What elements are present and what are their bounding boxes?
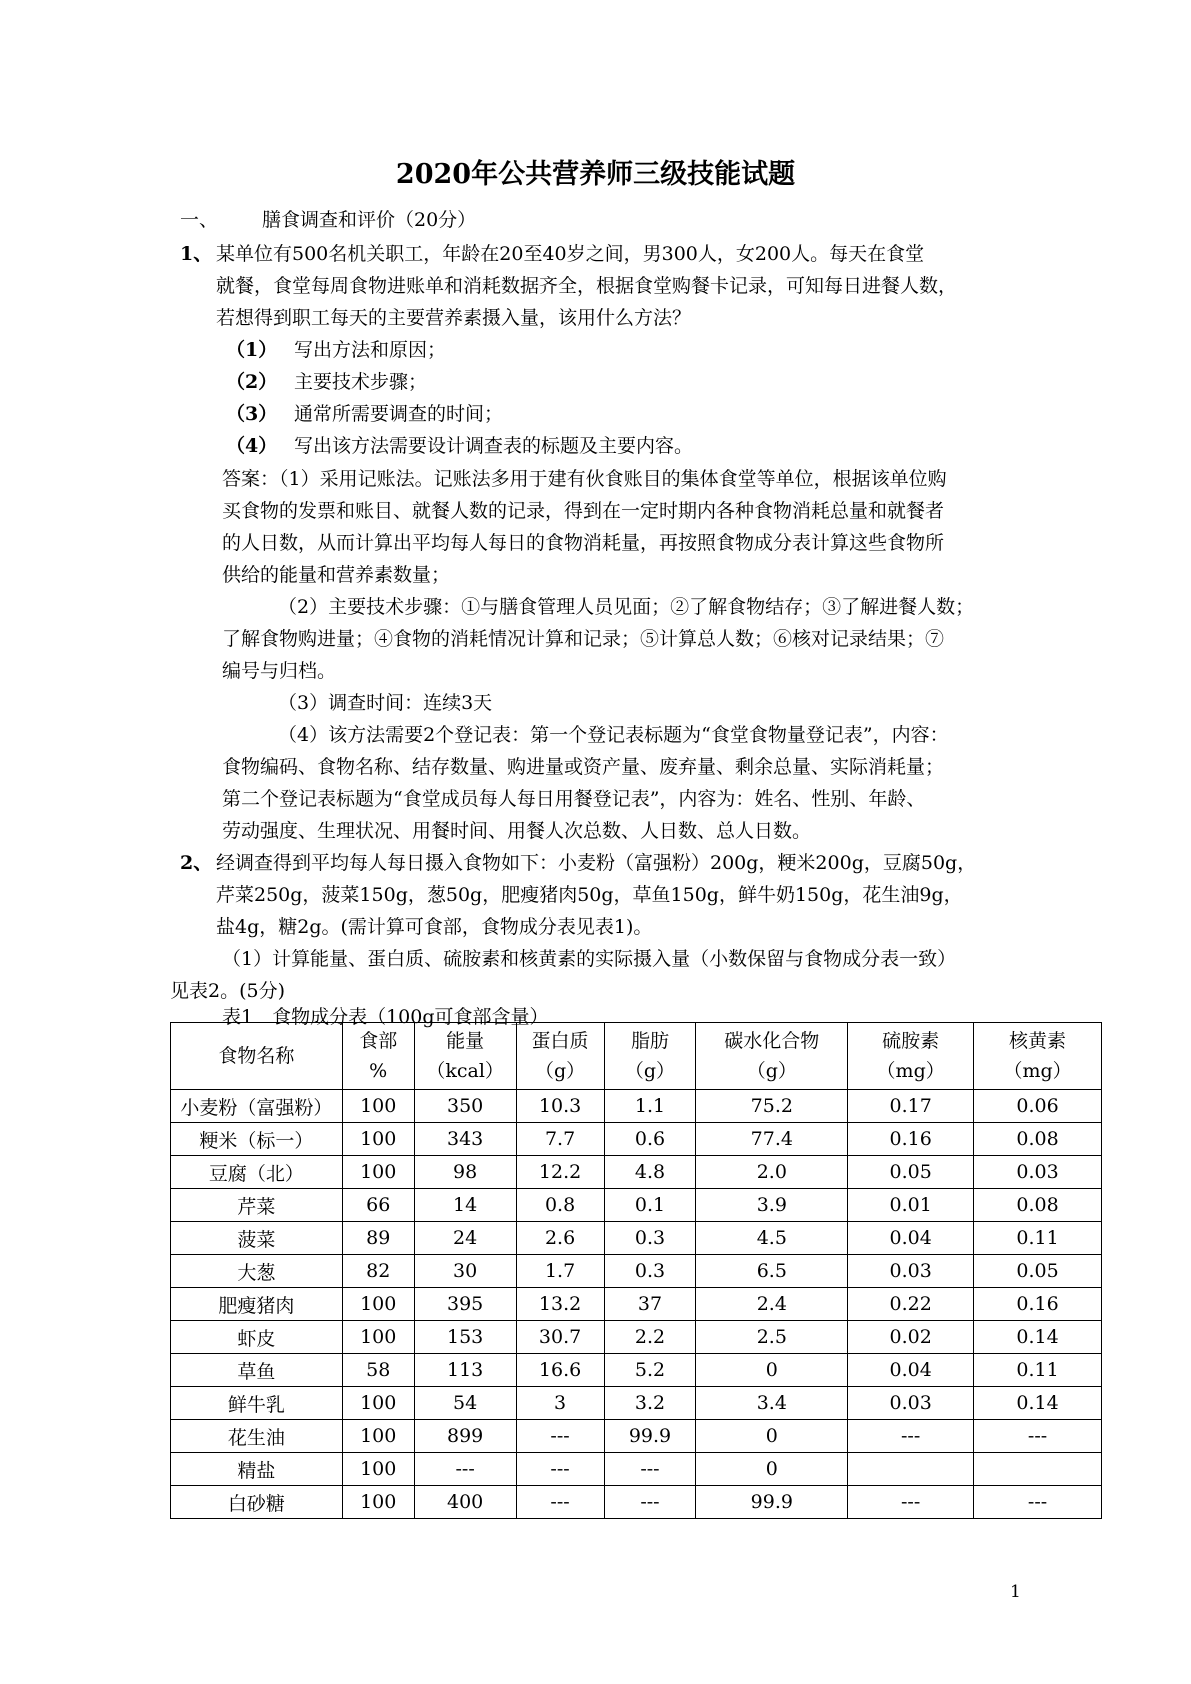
table-header-cell xyxy=(171,1023,343,1090)
table-cell: --- xyxy=(516,1453,604,1486)
table-header-line: 碳水化合物 xyxy=(724,1030,820,1052)
table-cell: --- xyxy=(848,1420,974,1453)
table-row xyxy=(171,1123,1102,1156)
table-header-row xyxy=(171,1023,1102,1090)
table-cell: 0.02 xyxy=(848,1321,974,1354)
table-caption: 表1 食物成分表（100g可食部含量） xyxy=(222,1006,549,1028)
section-number: 一、 xyxy=(180,209,219,231)
question-1-line: 某单位有500名机关职工，年龄在20至40岁之间，男300人，女200人。每天在食堂 xyxy=(216,243,925,265)
table-header-line: 食部 xyxy=(359,1030,398,1052)
table-header-unit: （mg） xyxy=(876,1060,945,1082)
table-row xyxy=(171,1453,1102,1486)
answer-line: 供给的能量和营养素数量； xyxy=(222,564,451,586)
section-heading: 膳食调查和评价（20分） xyxy=(262,209,477,231)
table-row xyxy=(171,1486,1102,1519)
food-name-cell: 白砂糖 xyxy=(171,1486,343,1519)
table-cell: 0.17 xyxy=(848,1090,974,1123)
table-cell: 100 xyxy=(342,1090,414,1123)
table-cell: 395 xyxy=(414,1288,516,1321)
sub-item-text: 通常所需要调查的时间； xyxy=(294,403,504,425)
table-cell: 12.2 xyxy=(516,1156,604,1189)
table-cell: 0.03 xyxy=(848,1387,974,1420)
table-cell: 0.03 xyxy=(974,1156,1102,1189)
table-header-unit: （mg） xyxy=(1003,1060,1072,1082)
table-row xyxy=(171,1255,1102,1288)
answer-line: 买食物的发票和账目、就餐人数的记录，得到在一定时期内各种食物消耗总量和就餐者 xyxy=(222,500,945,522)
table-cell xyxy=(848,1453,974,1486)
table-cell: 5.2 xyxy=(604,1354,696,1387)
sub-item-number: （4） xyxy=(226,435,278,457)
table-row xyxy=(171,1321,1102,1354)
answer-line: 的人日数，从而计算出平均每人每日的食物消耗量，再按照食物成分表计算这些食物所 xyxy=(222,532,945,554)
question-2-line: 经调查得到平均每人每日摄入食物如下：小麦粉（富强粉）200g，粳米200g，豆腐50g， xyxy=(216,852,977,874)
table-cell: 0.8 xyxy=(516,1189,604,1222)
table-cell: 4.8 xyxy=(604,1156,696,1189)
table-cell: 10.3 xyxy=(516,1090,604,1123)
table-cell: 30.7 xyxy=(516,1321,604,1354)
table-cell: 2.5 xyxy=(696,1321,848,1354)
food-name-cell: 菠菜 xyxy=(171,1222,343,1255)
question-2-subline: 见表2。(5分) xyxy=(170,980,286,1002)
table-cell: 0.08 xyxy=(974,1189,1102,1222)
food-name-cell: 虾皮 xyxy=(171,1321,343,1354)
food-name-cell: 芹菜 xyxy=(171,1189,343,1222)
table-header-unit: （kcal） xyxy=(426,1060,504,1082)
table-header-cell xyxy=(516,1023,604,1090)
food-name-cell: 花生油 xyxy=(171,1420,343,1453)
table-cell: 100 xyxy=(342,1420,414,1453)
question-2-subline: （1）计算能量、蛋白质、硫胺素和核黄素的实际摄入量（小数保留与食物成分表一致） xyxy=(222,948,957,970)
table-cell: 3.2 xyxy=(604,1387,696,1420)
table-cell: 1.1 xyxy=(604,1090,696,1123)
table-cell: 99.9 xyxy=(604,1420,696,1453)
table-header-line: 核黄素 xyxy=(1009,1030,1067,1052)
table-cell: 2.4 xyxy=(696,1288,848,1321)
sub-item-text: 写出该方法需要设计调查表的标题及主要内容。 xyxy=(294,435,694,457)
table-header-cell xyxy=(974,1023,1102,1090)
table-cell: 14 xyxy=(414,1189,516,1222)
answer-line: 劳动强度、生理状况、用餐时间、用餐人次总数、人日数、总人日数。 xyxy=(222,820,812,842)
table-cell: 0.04 xyxy=(848,1222,974,1255)
table-cell: 0.11 xyxy=(974,1354,1102,1387)
table-cell: 0.04 xyxy=(848,1354,974,1387)
table-cell: 100 xyxy=(342,1288,414,1321)
table-cell: --- xyxy=(516,1420,604,1453)
sub-item-text: 写出方法和原因； xyxy=(294,339,447,361)
answer-line: （4）该方法需要2个登记表：第一个登记表标题为“食堂食物量登记表”，内容： xyxy=(278,724,949,746)
table-cell: 3.9 xyxy=(696,1189,848,1222)
table-cell: 0 xyxy=(696,1354,848,1387)
table-cell: 75.2 xyxy=(696,1090,848,1123)
question-1-number: 1、 xyxy=(180,243,213,265)
food-composition-table xyxy=(170,1022,1102,1519)
table-cell: --- xyxy=(604,1453,696,1486)
table-cell: 400 xyxy=(414,1486,516,1519)
table-cell: 899 xyxy=(414,1420,516,1453)
table-cell: 350 xyxy=(414,1090,516,1123)
question-1-line: 若想得到职工每天的主要营养素摄入量，该用什么方法？ xyxy=(216,307,692,329)
table-header-line: 脂肪 xyxy=(630,1030,669,1052)
table-cell: --- xyxy=(848,1486,974,1519)
table-cell: 0.06 xyxy=(974,1090,1102,1123)
table-row xyxy=(171,1189,1102,1222)
table-cell: 3.4 xyxy=(696,1387,848,1420)
answer-line: （3）调查时间：连续3天 xyxy=(278,692,493,714)
table-cell: 0.11 xyxy=(974,1222,1102,1255)
answer-line: 食物编码、食物名称、结存数量、购进量或资产量、废弃量、剩余总量、实际消耗量； xyxy=(222,756,945,778)
table-cell: 66 xyxy=(342,1189,414,1222)
food-name-cell: 粳米（标一） xyxy=(171,1123,343,1156)
table-cell: 2.2 xyxy=(604,1321,696,1354)
table-header-unit: % xyxy=(369,1060,388,1082)
table-cell: 0.22 xyxy=(848,1288,974,1321)
sub-item-text: 主要技术步骤； xyxy=(294,371,428,393)
table-header-cell xyxy=(604,1023,696,1090)
table-cell: 7.7 xyxy=(516,1123,604,1156)
table-cell: 99.9 xyxy=(696,1486,848,1519)
question-2-line: 盐4g，糖2g。(需计算可食部，食物成分表见表1)。 xyxy=(216,916,653,938)
food-name-cell: 小麦粉（富强粉） xyxy=(171,1090,343,1123)
table-header-cell xyxy=(696,1023,848,1090)
table-cell: 98 xyxy=(414,1156,516,1189)
table-header-line: 食物名称 xyxy=(218,1045,295,1067)
table-cell: 0.01 xyxy=(848,1189,974,1222)
table-cell: 13.2 xyxy=(516,1288,604,1321)
table-cell: 77.4 xyxy=(696,1123,848,1156)
sub-item-number: （2） xyxy=(226,371,278,393)
food-name-cell: 豆腐（北） xyxy=(171,1156,343,1189)
table-row xyxy=(171,1156,1102,1189)
food-name-cell: 大葱 xyxy=(171,1255,343,1288)
table-cell: 54 xyxy=(414,1387,516,1420)
question-1-line: 就餐，食堂每周食物进账单和消耗数据齐全，根据食堂购餐卡记录，可知每日进餐人数， xyxy=(216,275,958,297)
food-name-cell: 精盐 xyxy=(171,1453,343,1486)
table-cell: 0.1 xyxy=(604,1189,696,1222)
table-header-cell xyxy=(414,1023,516,1090)
table-row xyxy=(171,1288,1102,1321)
table-cell: 100 xyxy=(342,1387,414,1420)
table-row xyxy=(171,1387,1102,1420)
table-cell: 113 xyxy=(414,1354,516,1387)
table-cell: 0.14 xyxy=(974,1321,1102,1354)
page-number: 1 xyxy=(1010,1582,1021,1602)
table-cell: 100 xyxy=(342,1486,414,1519)
food-name-cell: 草鱼 xyxy=(171,1354,343,1387)
table-cell: 1.7 xyxy=(516,1255,604,1288)
table-cell: 0.3 xyxy=(604,1222,696,1255)
table-cell: 6.5 xyxy=(696,1255,848,1288)
table-cell: --- xyxy=(604,1486,696,1519)
question-2-number: 2、 xyxy=(180,852,213,874)
table-header-cell xyxy=(342,1023,414,1090)
answer-line: 答案：（1）采用记账法。记账法多用于建有伙食账目的集体食堂等单位，根据该单位购 xyxy=(222,468,947,490)
table-cell: 16.6 xyxy=(516,1354,604,1387)
question-2-line: 芹菜250g，菠菜150g，葱50g，肥瘦猪肉50g，草鱼150g，鲜牛奶150g，花生油9g， xyxy=(216,884,963,906)
table-header-cell xyxy=(848,1023,974,1090)
table-cell: 4.5 xyxy=(696,1222,848,1255)
table-row xyxy=(171,1090,1102,1123)
sub-item-number: （3） xyxy=(226,403,278,425)
table-cell: 100 xyxy=(342,1156,414,1189)
table-cell: 0.16 xyxy=(848,1123,974,1156)
table-cell: 0.16 xyxy=(974,1288,1102,1321)
table-cell: 89 xyxy=(342,1222,414,1255)
table-cell: 0.08 xyxy=(974,1123,1102,1156)
table-cell: --- xyxy=(974,1486,1102,1519)
table-cell: 343 xyxy=(414,1123,516,1156)
answer-line: 了解食物购进量；④食物的消耗情况计算和记录；⑤计算总人数；⑥核对记录结果；⑦ xyxy=(222,628,945,650)
table-cell: 0.03 xyxy=(848,1255,974,1288)
table-cell: 30 xyxy=(414,1255,516,1288)
table-header-unit: （g） xyxy=(624,1060,676,1082)
answer-line: （2）主要技术步骤：①与膳食管理人员见面；②了解食物结存；③了解进餐人数； xyxy=(278,596,975,618)
table-cell: 0.3 xyxy=(604,1255,696,1288)
table-cell: --- xyxy=(414,1453,516,1486)
table-cell: 0.14 xyxy=(974,1387,1102,1420)
table-cell: 0.05 xyxy=(974,1255,1102,1288)
food-name-cell: 鲜牛乳 xyxy=(171,1387,343,1420)
table-cell: 0 xyxy=(696,1420,848,1453)
table-header-unit: （g） xyxy=(534,1060,586,1082)
table-cell: 2.6 xyxy=(516,1222,604,1255)
answer-line: 第二个登记表标题为“食堂成员每人每日用餐登记表”，内容为：姓名、性别、年龄、 xyxy=(222,788,926,810)
table-cell: 100 xyxy=(342,1453,414,1486)
table-cell: 100 xyxy=(342,1123,414,1156)
food-name-cell: 肥瘦猪肉 xyxy=(171,1288,343,1321)
table-row xyxy=(171,1420,1102,1453)
table-cell: 0 xyxy=(696,1453,848,1486)
table-row xyxy=(171,1354,1102,1387)
table-cell xyxy=(974,1453,1102,1486)
table-cell: 37 xyxy=(604,1288,696,1321)
table-cell: 3 xyxy=(516,1387,604,1420)
sub-item-number: （1） xyxy=(226,339,278,361)
table-header-line: 硫胺素 xyxy=(882,1030,940,1052)
table-cell: 153 xyxy=(414,1321,516,1354)
table-cell: 58 xyxy=(342,1354,414,1387)
table-cell: --- xyxy=(974,1420,1102,1453)
table-cell: --- xyxy=(516,1486,604,1519)
table-header-unit: （g） xyxy=(746,1060,797,1082)
table-cell: 2.0 xyxy=(696,1156,848,1189)
table-row xyxy=(171,1222,1102,1255)
table-cell: 82 xyxy=(342,1255,414,1288)
table-cell: 24 xyxy=(414,1222,516,1255)
table-header-line: 蛋白质 xyxy=(531,1030,589,1052)
table-cell: 100 xyxy=(342,1321,414,1354)
answer-line: 编号与归档。 xyxy=(222,660,337,682)
table-header-line: 能量 xyxy=(446,1030,485,1052)
page-title: 2020年公共营养师三级技能试题 xyxy=(395,159,796,190)
table-cell: 0.05 xyxy=(848,1156,974,1189)
table-cell: 0.6 xyxy=(604,1123,696,1156)
